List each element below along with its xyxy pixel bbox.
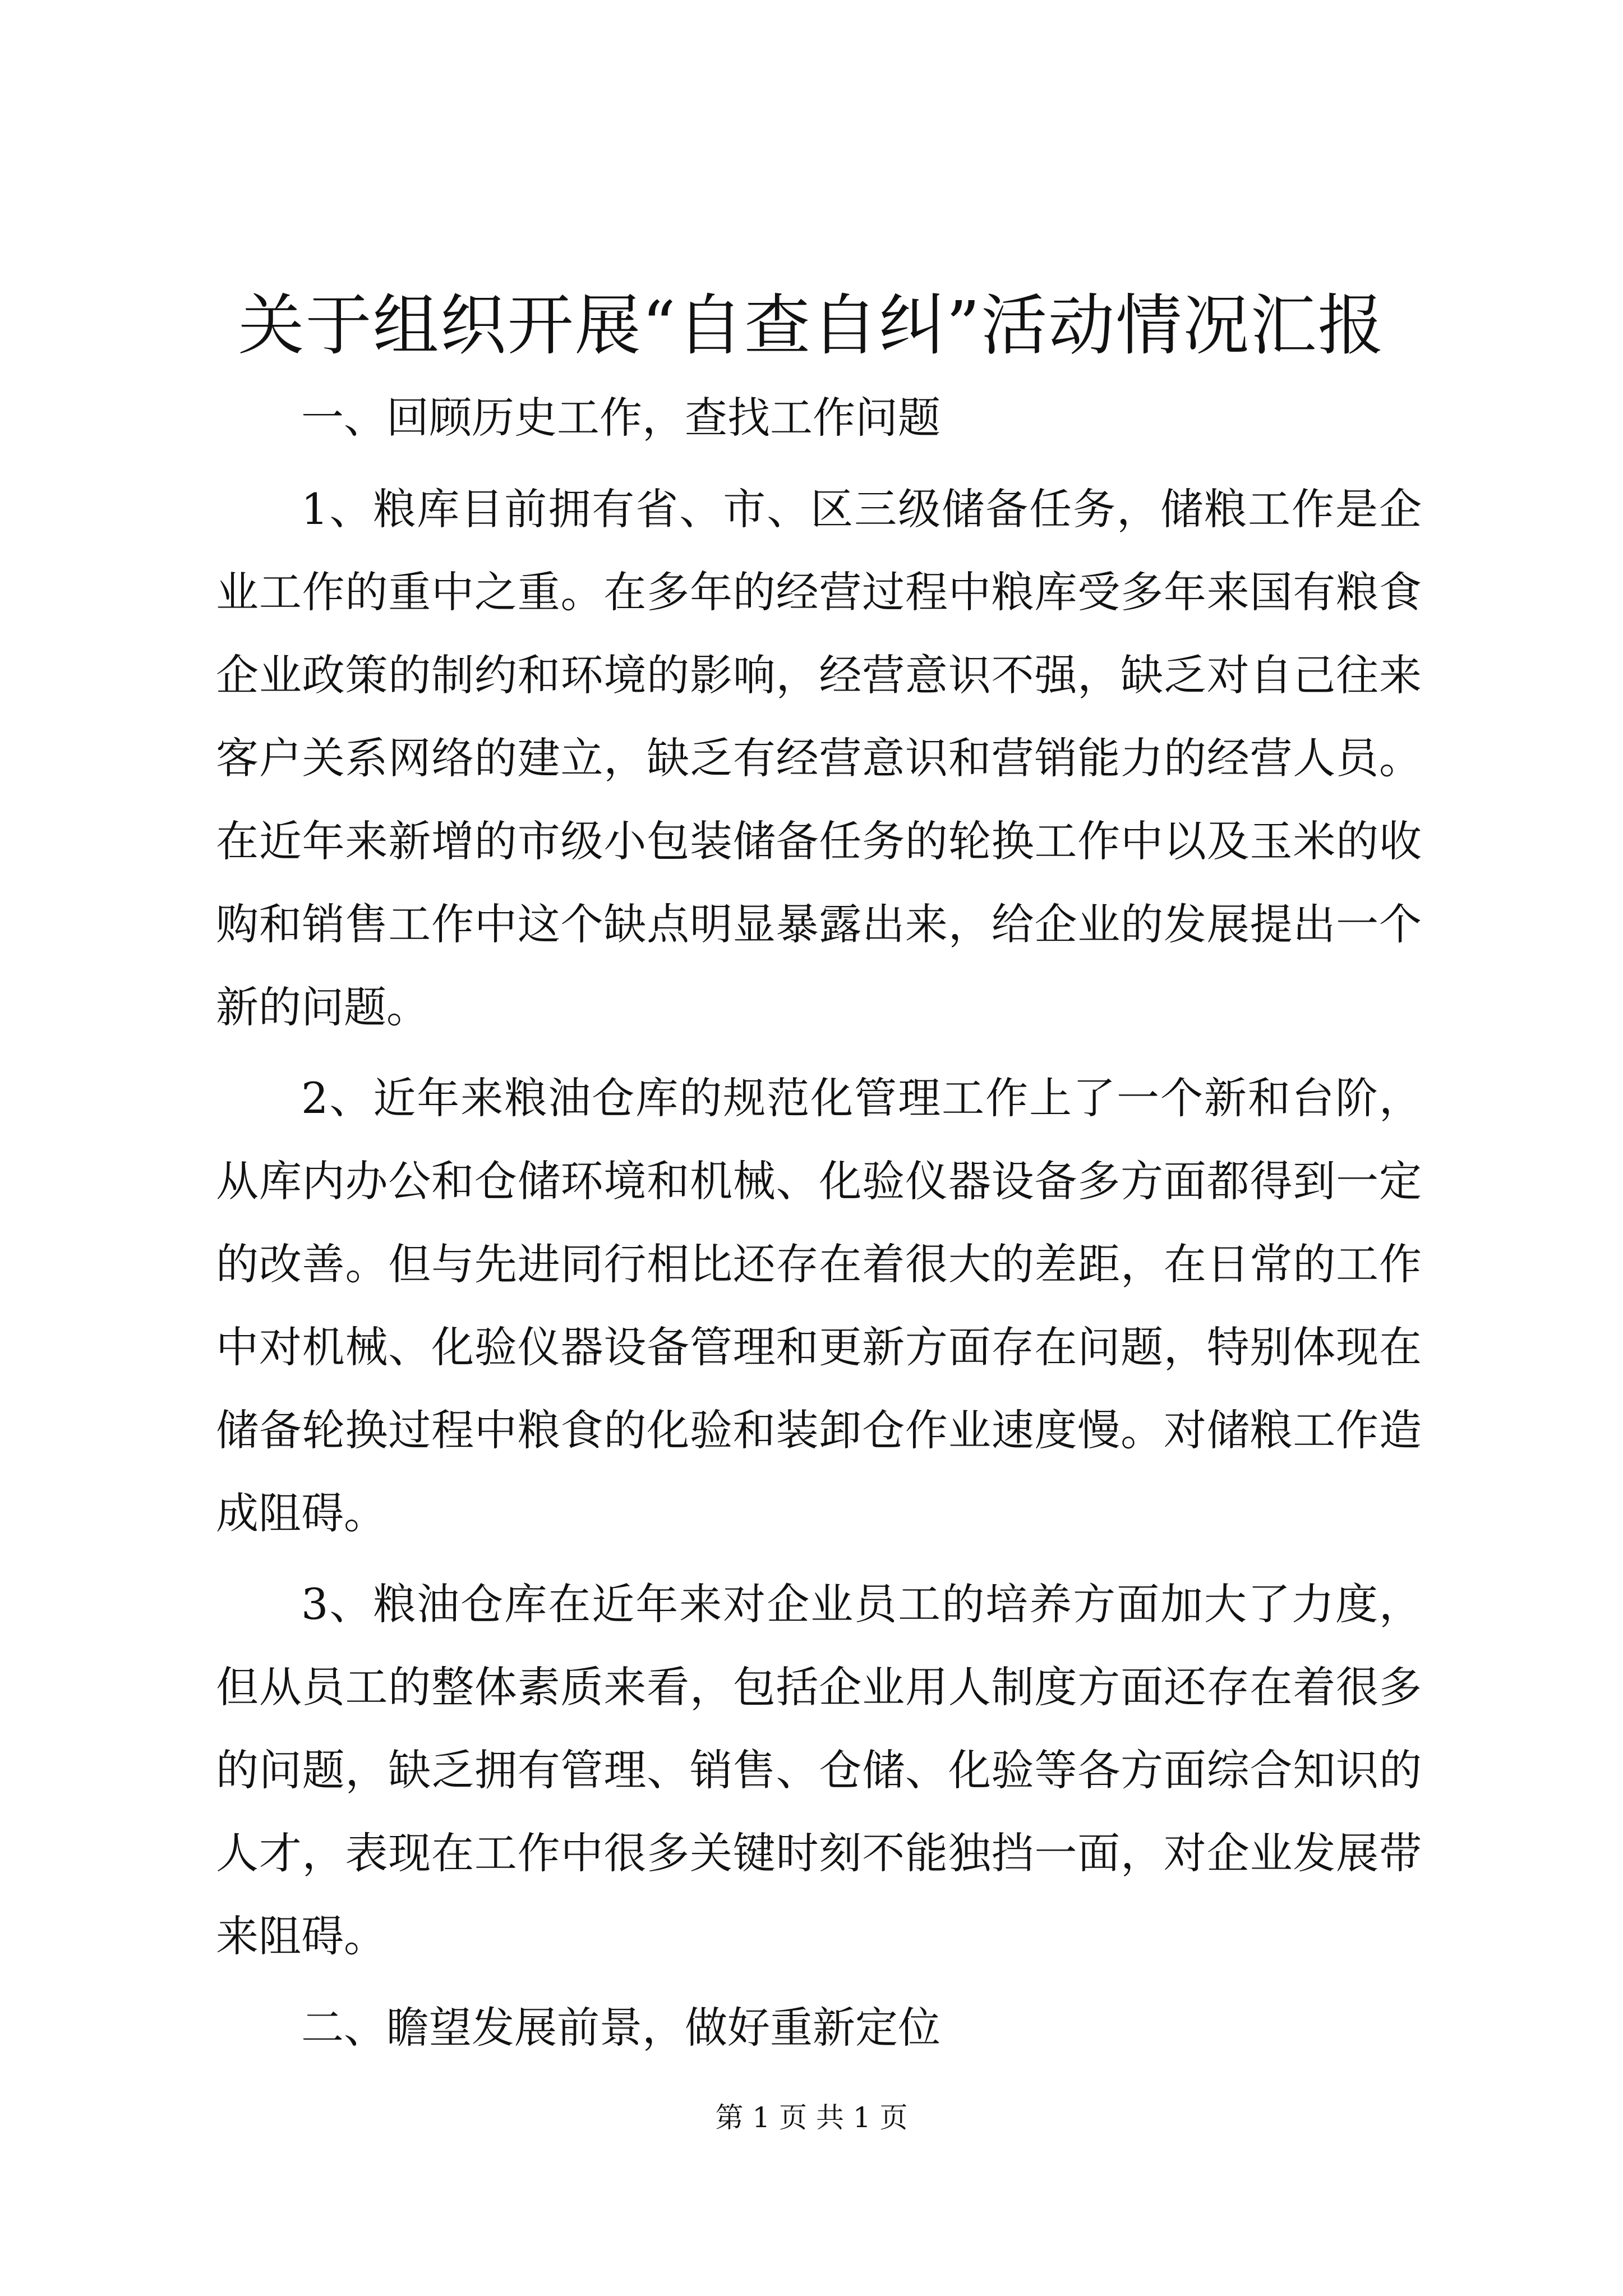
document-body [216,376,1422,2078]
page-footer: 第 1 页 共 1 页 [715,2101,908,2134]
paragraph-3: 3、粮油仓库在近年来对企业员工的培养方面加大了力度，但从员工的整体素质来看，包括企业用人制度方面还存在着很多的问题，缺乏拥有管理、销售、仓储、化验等各方面综合知识的人才，表现在工作中很多关键时刻不能独挡一面，对企业发展带来阻碍。 [216,1579,1422,1961]
paragraph-2: 2、近年来粮油仓库的规范化管理工作上了一个新和台阶，从库内办公和仓储环境和机械、化验仪器设备多方面都得到一定的改善。但与先进同行相比还存在着很大的差距，在日常的工作中对机械、化验仪器设备管理和更新方面存在问题，特别体现在储备轮换过程中粮食的化验和装卸仓作业速度慢。对储粮工作造成阻碍。 [216,1073,1422,1538]
section-heading-2: 二、瞻望发展前景，做好重新定位 [301,2003,940,2053]
document-title: 关于组织开展“自查自纠”活动情况汇报 [238,287,1385,364]
paragraph-1: 1、粮库目前拥有省、市、区三级储备任务，储粮工作是企业工作的重中之重。在多年的经营过程中粮库受多年来国有粮食企业政策的制约和环境的影响，经营意识不强，缺乏对自己往来客户关系网络的建立，缺乏有经营意识和营销能力的经营人员。在近年来新增的市级小包装储备任务的轮换工作中以及玉米的收购和销售工作中这个缺点明显暴露出来，给企业的发展提出一个新的问题。 [216,484,1422,1032]
section-heading-1: 一、回顾历史工作，查找工作问题 [301,393,940,443]
